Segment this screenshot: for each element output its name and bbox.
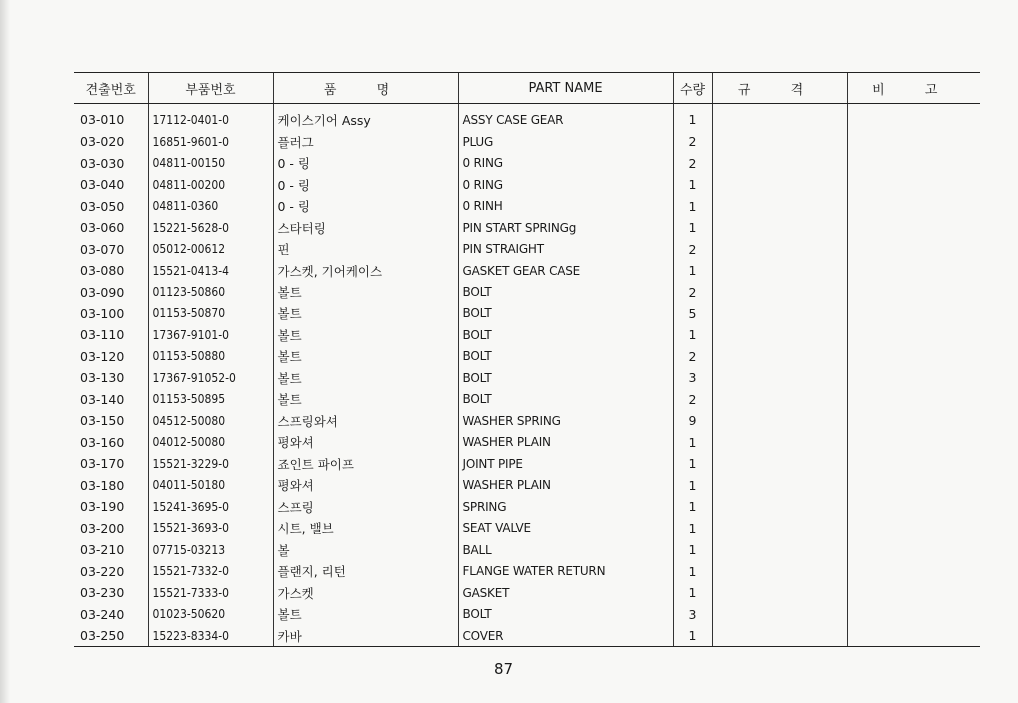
cell-part-no: 15521-3693-0 xyxy=(148,517,273,538)
cell-spec xyxy=(712,582,847,603)
cell-spec xyxy=(712,324,847,345)
cell-part-no: 16851-9601-0 xyxy=(148,131,273,152)
cell-name-kr: 볼트 xyxy=(273,324,458,345)
cell-drawing-no: 03-220 xyxy=(80,563,125,579)
cell-name-en: COVER xyxy=(458,625,673,647)
cell-remarks xyxy=(847,281,980,302)
cell-spec xyxy=(712,367,847,388)
table-row xyxy=(74,517,980,538)
table-row xyxy=(74,195,980,216)
table-row xyxy=(74,174,980,195)
cell-drawing-no: 03-160 xyxy=(80,434,125,450)
cell-part-no: 04012-50080 xyxy=(148,432,273,453)
cell-name-en: WASHER PLAIN xyxy=(458,475,673,496)
cell-remarks xyxy=(847,389,980,410)
cell-part-no: 04011-50180 xyxy=(148,475,273,496)
cell-name-en: ASSY CASE GEAR xyxy=(458,104,673,132)
cell-name-kr: 볼트 xyxy=(273,389,458,410)
cell-drawing-no: 03-020 xyxy=(80,134,125,150)
table-row xyxy=(74,367,980,388)
cell-part-no: 15223-8334-0 xyxy=(148,625,273,647)
cell-part-no: 15521-7332-0 xyxy=(148,560,273,581)
cell-remarks xyxy=(847,217,980,238)
cell-remarks xyxy=(847,303,980,324)
cell-name-kr: 0 - 링 xyxy=(273,152,458,173)
cell-part-no: 01153-50880 xyxy=(148,346,273,367)
cell-drawing-no: 03-110 xyxy=(80,327,125,343)
cell-qty: 1 xyxy=(673,217,712,238)
cell-part-no: 01153-50870 xyxy=(148,303,273,324)
cell-spec xyxy=(712,389,847,410)
cell-name-kr: 플러그 xyxy=(273,131,458,152)
cell-remarks xyxy=(847,432,980,453)
cell-name-en: 0 RING xyxy=(458,174,673,195)
table-row xyxy=(74,453,980,474)
cell-drawing-no: 03-150 xyxy=(80,413,125,429)
cell-remarks xyxy=(847,238,980,259)
cell-qty: 1 xyxy=(673,260,712,281)
cell-part-no: 05012-00612 xyxy=(148,238,273,259)
table-row xyxy=(74,217,980,238)
table-row xyxy=(74,104,980,132)
cell-part-no: 15521-3229-0 xyxy=(148,453,273,474)
header-part-name-en: PART NAME xyxy=(458,73,673,104)
cell-name-kr: 핀 xyxy=(273,238,458,259)
cell-name-en: JOINT PIPE xyxy=(458,453,673,474)
parts-table-body xyxy=(74,104,980,647)
cell-name-en: SPRING xyxy=(458,496,673,517)
cell-spec xyxy=(712,217,847,238)
cell-name-en: FLANGE WATER RETURN xyxy=(458,560,673,581)
cell-qty: 2 xyxy=(673,346,712,367)
cell-name-kr: 0 - 링 xyxy=(273,174,458,195)
cell-remarks xyxy=(847,174,980,195)
cell-part-no: 17367-91052-0 xyxy=(148,367,273,388)
parts-table-header xyxy=(74,73,980,104)
cell-spec xyxy=(712,432,847,453)
cell-qty: 1 xyxy=(673,195,712,216)
cell-drawing-no: 03-190 xyxy=(80,499,125,515)
cell-drawing-no: 03-100 xyxy=(80,305,125,321)
table-row xyxy=(74,475,980,496)
cell-drawing-no: 03-200 xyxy=(80,520,125,536)
cell-qty: 1 xyxy=(673,432,712,453)
cell-spec xyxy=(712,104,847,132)
cell-drawing-no: 03-140 xyxy=(80,391,125,407)
cell-qty: 2 xyxy=(673,152,712,173)
cell-name-en: BOLT xyxy=(458,303,673,324)
cell-name-kr: 스프링와셔 xyxy=(273,410,458,431)
cell-remarks xyxy=(847,603,980,624)
cell-name-kr: 볼트 xyxy=(273,281,458,302)
cell-name-kr: 시트, 밸브 xyxy=(273,517,458,538)
cell-part-no: 15521-0413-4 xyxy=(148,260,273,281)
table-row xyxy=(74,260,980,281)
cell-remarks xyxy=(847,346,980,367)
table-row xyxy=(74,238,980,259)
cell-part-no: 07715-03213 xyxy=(148,539,273,560)
table-row xyxy=(74,603,980,624)
cell-qty: 2 xyxy=(673,389,712,410)
cell-drawing-no: 03-180 xyxy=(80,477,125,493)
table-row xyxy=(74,389,980,410)
table-row xyxy=(74,152,980,173)
cell-qty: 2 xyxy=(673,131,712,152)
cell-name-en: WASHER SPRING xyxy=(458,410,673,431)
cell-name-en: PLUG xyxy=(458,131,673,152)
cell-part-no: 17112-0401-0 xyxy=(148,104,273,132)
cell-spec xyxy=(712,195,847,216)
cell-remarks xyxy=(847,582,980,603)
cell-remarks xyxy=(847,410,980,431)
header-part-name-kr: 품 명 xyxy=(273,73,458,104)
cell-name-kr: 스프링 xyxy=(273,496,458,517)
header-qty: 수량 xyxy=(673,73,712,104)
cell-name-en: BOLT xyxy=(458,324,673,345)
cell-spec xyxy=(712,453,847,474)
table-row xyxy=(74,582,980,603)
table-row xyxy=(74,303,980,324)
cell-remarks xyxy=(847,625,980,647)
cell-qty: 1 xyxy=(673,496,712,517)
cell-qty: 1 xyxy=(673,174,712,195)
cell-name-kr: 0 - 링 xyxy=(273,195,458,216)
cell-drawing-no: 03-250 xyxy=(74,625,148,647)
table-row xyxy=(74,131,980,152)
cell-remarks xyxy=(847,324,980,345)
cell-remarks xyxy=(847,475,980,496)
cell-qty: 1 xyxy=(673,453,712,474)
cell-name-en: BOLT xyxy=(458,603,673,624)
cell-spec xyxy=(712,517,847,538)
cell-part-no: 04811-0360 xyxy=(148,195,273,216)
cell-name-kr: 스타터링 xyxy=(273,217,458,238)
cell-spec xyxy=(712,346,847,367)
cell-name-kr: 볼트 xyxy=(273,367,458,388)
cell-name-kr: 가스켓 xyxy=(273,582,458,603)
cell-remarks xyxy=(847,104,980,132)
cell-spec xyxy=(712,174,847,195)
cell-remarks xyxy=(847,517,980,538)
cell-spec xyxy=(712,152,847,173)
cell-name-en: PIN STRAIGHT xyxy=(458,238,673,259)
cell-spec xyxy=(712,560,847,581)
cell-part-no: 01023-50620 xyxy=(148,603,273,624)
table-row xyxy=(74,410,980,431)
cell-qty: 2 xyxy=(673,238,712,259)
cell-spec xyxy=(712,260,847,281)
cell-name-kr: 볼트 xyxy=(273,346,458,367)
cell-name-kr: 볼 xyxy=(273,539,458,560)
cell-spec xyxy=(712,131,847,152)
cell-part-no: 01153-50895 xyxy=(148,389,273,410)
cell-qty: 1 xyxy=(673,539,712,560)
cell-drawing-no: 03-230 xyxy=(80,585,125,601)
header-remarks: 비 고 xyxy=(847,73,980,104)
cell-drawing-no: 03-010 xyxy=(80,112,125,127)
cell-remarks xyxy=(847,496,980,517)
cell-qty: 3 xyxy=(673,603,712,624)
header-spec: 규 격 xyxy=(712,73,847,104)
cell-remarks xyxy=(847,560,980,581)
cell-qty: 9 xyxy=(673,410,712,431)
header-drawing-no: 견출번호 xyxy=(74,73,148,104)
cell-remarks xyxy=(847,152,980,173)
cell-qty: 1 xyxy=(673,560,712,581)
table-row xyxy=(74,346,980,367)
cell-remarks xyxy=(847,367,980,388)
cell-drawing-no: 03-030 xyxy=(80,155,125,171)
cell-name-kr: 볼트 xyxy=(273,603,458,624)
cell-name-kr: 평와셔 xyxy=(273,432,458,453)
cell-part-no: 04811-00200 xyxy=(148,174,273,195)
cell-part-no: 04512-50080 xyxy=(148,410,273,431)
table-row xyxy=(74,432,980,453)
cell-qty: 1 xyxy=(673,475,712,496)
cell-name-kr: 평와셔 xyxy=(273,475,458,496)
cell-name-en: 0 RING xyxy=(458,152,673,173)
table-row xyxy=(74,324,980,345)
cell-part-no: 04811-00150 xyxy=(148,152,273,173)
cell-name-en: BOLT xyxy=(458,389,673,410)
page-number: 87 xyxy=(494,660,514,678)
cell-name-kr: 가스켓, 기어케이스 xyxy=(273,260,458,281)
cell-remarks xyxy=(847,195,980,216)
cell-qty: 2 xyxy=(673,281,712,302)
cell-spec xyxy=(712,475,847,496)
cell-name-en: SEAT VALVE xyxy=(458,517,673,538)
cell-drawing-no: 03-040 xyxy=(80,177,125,193)
cell-remarks xyxy=(847,453,980,474)
cell-remarks xyxy=(847,539,980,560)
cell-name-en: BOLT xyxy=(458,281,673,302)
cell-name-kr: 플랜지, 리턴 xyxy=(273,560,458,581)
scan-edge-shadow xyxy=(0,0,10,703)
table-row xyxy=(74,560,980,581)
cell-spec xyxy=(712,603,847,624)
cell-drawing-no: 03-060 xyxy=(80,220,125,236)
cell-spec xyxy=(712,238,847,259)
cell-part-no: 01123-50860 xyxy=(148,281,273,302)
cell-name-en: BALL xyxy=(458,539,673,560)
table-row xyxy=(74,281,980,302)
header-part-no: 부품번호 xyxy=(148,73,273,104)
cell-part-no: 15221-5628-0 xyxy=(148,217,273,238)
cell-remarks xyxy=(847,260,980,281)
table-row xyxy=(74,539,980,560)
cell-qty: 1 xyxy=(673,625,712,647)
cell-qty: 1 xyxy=(673,324,712,345)
cell-name-kr: 볼트 xyxy=(273,303,458,324)
cell-name-en: WASHER PLAIN xyxy=(458,432,673,453)
cell-drawing-no: 03-070 xyxy=(80,241,125,257)
cell-drawing-no: 03-130 xyxy=(80,370,125,386)
parts-table xyxy=(74,72,980,647)
cell-part-no: 15241-3695-0 xyxy=(148,496,273,517)
cell-part-no: 15521-7333-0 xyxy=(148,582,273,603)
cell-qty: 5 xyxy=(673,303,712,324)
cell-spec xyxy=(712,281,847,302)
header-row xyxy=(74,73,980,104)
cell-name-kr: 케이스기어 Assy xyxy=(273,104,458,132)
cell-drawing-no: 03-090 xyxy=(80,284,125,300)
cell-name-kr: 죠인트 파이프 xyxy=(273,453,458,474)
cell-spec xyxy=(712,496,847,517)
cell-drawing-no: 03-120 xyxy=(80,348,125,364)
cell-qty: 1 xyxy=(673,104,712,132)
cell-name-en: 0 RINH xyxy=(458,195,673,216)
cell-part-no: 17367-9101-0 xyxy=(148,324,273,345)
cell-name-en: GASKET xyxy=(458,582,673,603)
cell-spec xyxy=(712,303,847,324)
cell-drawing-no: 03-210 xyxy=(80,542,125,558)
cell-drawing-no: 03-170 xyxy=(80,456,125,472)
cell-qty: 1 xyxy=(673,582,712,603)
cell-remarks xyxy=(847,131,980,152)
cell-drawing-no: 03-080 xyxy=(80,263,125,279)
cell-name-en: BOLT xyxy=(458,346,673,367)
cell-drawing-no: 03-050 xyxy=(80,198,125,214)
table-row xyxy=(74,625,980,647)
cell-spec xyxy=(712,625,847,647)
cell-qty: 3 xyxy=(673,367,712,388)
cell-qty: 1 xyxy=(673,517,712,538)
table-row xyxy=(74,496,980,517)
cell-drawing-no: 03-240 xyxy=(80,606,125,622)
cell-name-en: PIN START SPRINGg xyxy=(458,217,673,238)
cell-name-kr: 카바 xyxy=(273,625,458,647)
cell-name-en: GASKET GEAR CASE xyxy=(458,260,673,281)
cell-spec xyxy=(712,539,847,560)
cell-name-en: BOLT xyxy=(458,367,673,388)
cell-spec xyxy=(712,410,847,431)
